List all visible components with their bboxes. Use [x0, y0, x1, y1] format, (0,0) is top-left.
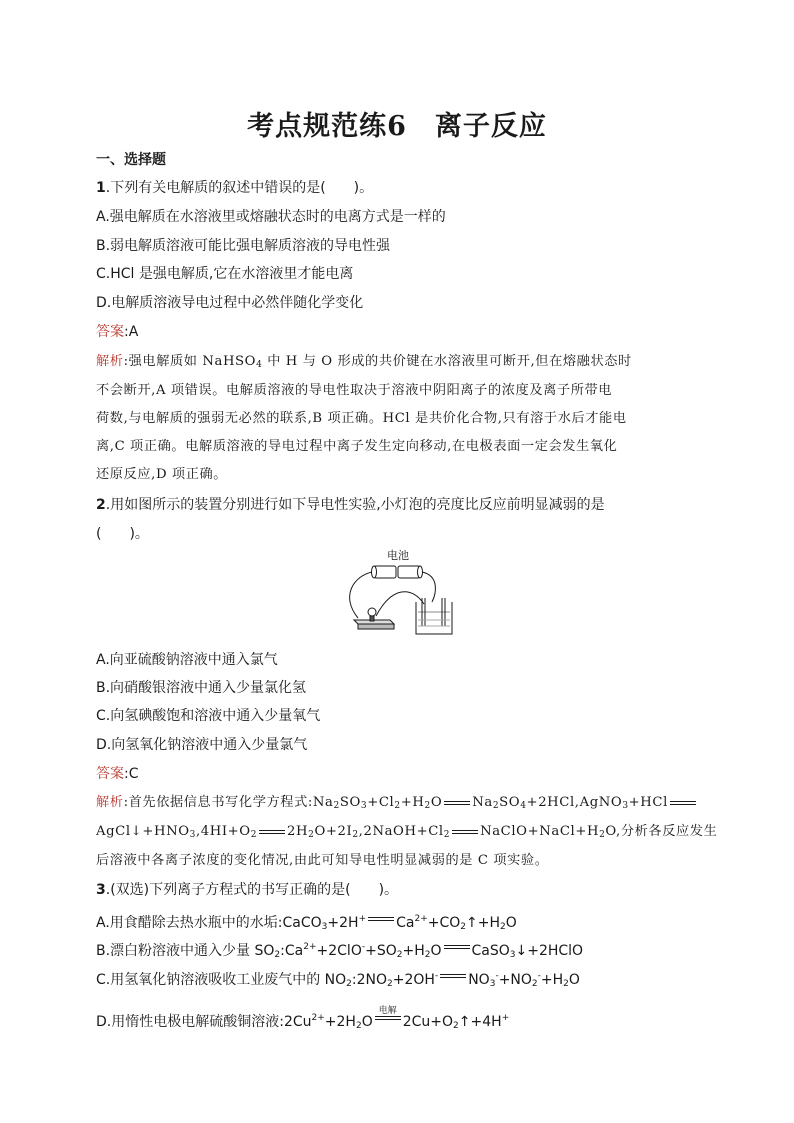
option-d: D.电解质溶液导电过程中必然伴随化学变化 — [96, 295, 364, 311]
option-a: A.向亚硫酸钠溶液中通入氯气 — [96, 652, 278, 668]
option-b: B.向硝酸银溶液中通入少量氯化氢 — [96, 680, 307, 696]
answer-tag: 答案 — [96, 324, 124, 340]
analysis-tag: 解析 — [96, 795, 124, 810]
lamp-icon — [354, 608, 394, 629]
analysis-tag: 解析 — [96, 354, 124, 369]
analysis-line-2: $AgCl↓+HNO_3,4HI+O_2$ $2H_2O+2I_2,2NaOH+Cl_2$ $NaClO+NaCl+H_2O$,分析各反应发生 — [96, 824, 718, 840]
equals-sign — [442, 937, 472, 957]
electrolysis-equals-sign — [373, 1008, 403, 1028]
conductivity-apparatus-figure — [332, 546, 462, 638]
equals-sign — [442, 793, 472, 813]
stem-text: .用如图所示的装置分别进行如下导电性实验,小灯泡的亮度比反应前明显减弱的是 — [105, 497, 605, 513]
option-d: D.用惰性电极电解硫酸铜溶液$:2Cu^{2+}+2H_2O$ 电解 $2Cu+O_2↑+4H^+$ — [96, 1008, 509, 1036]
answer-value: :A — [124, 324, 139, 340]
analysis-line-2: 不会断开,A 项错误。电解质溶液的导电性取决于溶液中阴阳离子的浓度及离子所带电 — [96, 383, 613, 398]
battery-label: 电池 — [387, 549, 409, 562]
section-heading: 一、选择题 — [96, 152, 166, 168]
equals-sign — [257, 822, 287, 842]
analysis-line-1: 解析:强电解质如 NaHSO$_4$ 中 H 与 O 形成的共价键在水溶液里可断开,但在熔融状态时 — [96, 354, 632, 370]
battery-icon — [372, 566, 423, 578]
question-2-stem — [96, 495, 605, 515]
stem-text: .下列有关电解质的叙述中错误的是( )。 — [105, 180, 374, 196]
question-number: 1 — [96, 180, 106, 196]
equals-sign — [668, 793, 698, 813]
analysis-line-3: 后溶液中各离子浓度的变化情况,由此可知导电性明显减弱的是 C 项实验。 — [96, 853, 549, 868]
answer-value: :C — [124, 766, 139, 782]
option-c: C.向氢碘酸饱和溶液中通入少量氧气 — [96, 708, 321, 724]
question-2-stem-cont: ( )。 — [96, 526, 149, 542]
option-c: C.用氢氧化钠溶液吸收工业废气中的 $NO_2:2NO_2+2OH^-$ $NO_3^-+NO_2^-+H_2O$ — [96, 966, 580, 994]
option-a: A.强电解质在水溶液里或熔融状态时的电离方式是一样的 — [96, 209, 446, 225]
option-c: C.HCl 是强电解质,它在水溶液里才能电离 — [96, 266, 354, 282]
question-number: 3 — [96, 882, 106, 898]
answer-line — [96, 764, 139, 784]
equals-sign — [438, 966, 468, 986]
option-a: A.用食醋除去热水瓶中的水垢:CaCO$_3$+2H+ $Ca^{2+}+CO_2↑+H_2O$ — [96, 909, 517, 937]
equals-sign — [366, 909, 396, 929]
beaker-icon — [416, 598, 452, 634]
stem-text: .(双选)下列离子方程式的书写正确的是( )。 — [105, 882, 399, 898]
question-3-stem — [96, 880, 398, 900]
answer-line — [96, 322, 138, 342]
option-b: B.弱电解质溶液可能比强电解质溶液的导电性强 — [96, 238, 391, 254]
page-title: 考点规范练6 离子反应 — [247, 111, 547, 142]
analysis-line-1: 解析:首先依据信息书写化学方程式$:Na_2SO_3+Cl_2+H_2O$ $Na_2SO_4+2HCl,AgNO_3+HCl$ — [96, 793, 698, 816]
equals-sign — [450, 822, 480, 842]
analysis-line-5: 还原反应,D 项正确。 — [96, 467, 228, 482]
analysis-line-4: 离,C 项正确。电解质溶液的导电过程中离子发生定向移动,在电极表面一定会发生氧化 — [96, 439, 618, 454]
option-d: D.向氢氧化钠溶液中通入少量氯气 — [96, 737, 308, 753]
option-b: B.漂白粉溶液中通入少量 $SO_2:Ca^{2+}+2ClO^-+SO_2+H_2O$ CaSO$_3$↓+2HClO — [96, 937, 583, 965]
question-1-stem — [96, 178, 373, 198]
question-number: 2 — [96, 497, 106, 513]
analysis-line-3: 荷数,与电解质的强弱无必然的联系,B 项正确。HCl 是共价化合物,只有溶于水后才能电 — [96, 411, 627, 426]
answer-tag: 答案 — [96, 766, 124, 782]
electrolysis-label: 电解 — [378, 1006, 397, 1016]
